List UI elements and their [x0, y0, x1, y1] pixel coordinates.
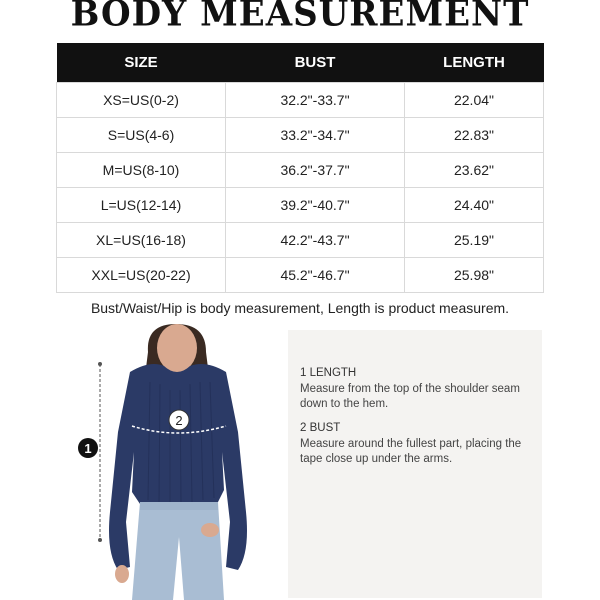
- measurement-note: Bust/Waist/Hip is body measurement, Length is product measurem.: [90, 300, 510, 316]
- table-row: [57, 153, 544, 188]
- instruction-bust-title: 2 BUST: [300, 422, 341, 434]
- instruction-length-desc: Measure from the top of the shoulder seam down to the hem.: [300, 383, 520, 410]
- bust-cell: 45.2"-46.7": [226, 258, 405, 293]
- bust-cell: 42.2"-43.7": [226, 223, 405, 258]
- belt-area: [140, 502, 218, 510]
- instruction-bust-desc: Measure around the fullest part, placing the tape close up under the arms.: [300, 438, 522, 465]
- column-header-bust: BUST: [226, 43, 405, 83]
- table-row: [57, 188, 544, 223]
- size-cell: XXL=US(20-22): [57, 258, 226, 293]
- length-cell: 25.19": [405, 223, 544, 258]
- table-row: [57, 118, 544, 153]
- length-line-top-dot: [98, 362, 102, 366]
- instruction-length-title: 1 LENGTH: [300, 367, 357, 379]
- size-cell: XS=US(0-2): [57, 83, 226, 118]
- bust-cell: 39.2"-40.7": [226, 188, 405, 223]
- size-cell: M=US(8-10): [57, 153, 226, 188]
- right-hand-shape: [201, 523, 219, 537]
- table-row: [57, 258, 544, 293]
- length-marker-label: 1: [84, 441, 92, 456]
- length-cell: 22.04": [405, 83, 544, 118]
- column-header-length: LENGTH: [405, 43, 544, 83]
- bust-cell: 36.2"-37.7": [226, 153, 405, 188]
- length-cell: 23.62": [405, 153, 544, 188]
- size-cell: XL=US(16-18): [57, 223, 226, 258]
- size-cell: L=US(12-14): [57, 188, 226, 223]
- column-header-size: SIZE: [57, 43, 226, 83]
- page-title: BODY MEASUREMENT: [70, 0, 530, 35]
- length-cell: 22.83": [405, 118, 544, 153]
- model-illustration: [60, 322, 290, 600]
- length-cell: 24.40": [405, 188, 544, 223]
- length-cell: 25.98": [405, 258, 544, 293]
- length-line-bottom-dot: [98, 538, 102, 542]
- jeans-shape: [132, 502, 224, 600]
- bust-cell: 33.2"-34.7": [226, 118, 405, 153]
- table-row: [57, 83, 544, 118]
- size-cell: S=US(4-6): [57, 118, 226, 153]
- size-chart-table: [56, 43, 544, 293]
- left-hand-shape: [115, 565, 129, 583]
- bust-marker-label: 2: [175, 413, 183, 428]
- table-row: [57, 223, 544, 258]
- table-header-row: [57, 43, 544, 83]
- bust-cell: 32.2"-33.7": [226, 83, 405, 118]
